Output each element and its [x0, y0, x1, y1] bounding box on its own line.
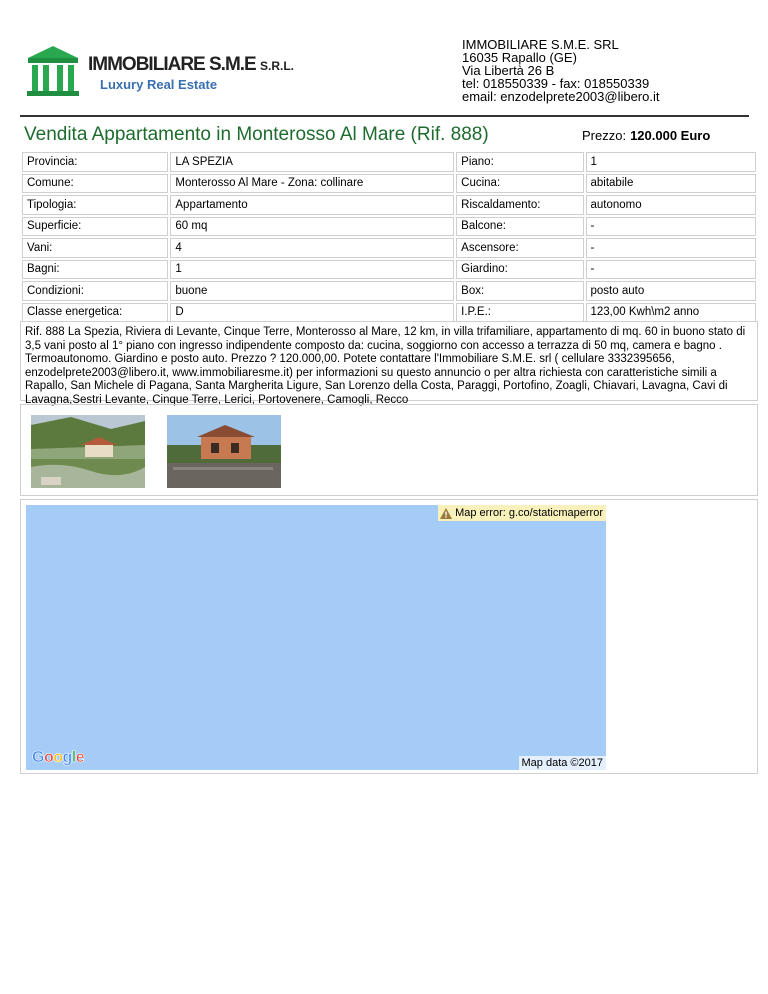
contact-company: IMMOBILIARE S.M.E. SRL [462, 37, 619, 52]
property-photo-1[interactable] [31, 415, 145, 488]
villa-terrace-photo [167, 415, 281, 488]
table-row [22, 174, 756, 194]
spec-value: - [586, 238, 757, 258]
logo-tagline: Luxury Real Estate [100, 77, 218, 92]
logo-name: IMMOBILIARE S.M.E S.R.L. [88, 54, 295, 75]
table-row [22, 260, 756, 280]
spec-label: Classe energetica: [22, 303, 168, 323]
spec-value: posto auto [586, 281, 757, 301]
spec-label: Riscaldamento: [456, 195, 583, 215]
spec-label: Ascensore: [456, 238, 583, 258]
spec-value: D [170, 303, 454, 323]
listing-title: Vendita Appartamento in Monterosso Al Mare (Rif. 888) [24, 124, 489, 145]
spec-label: Giardino: [456, 260, 583, 280]
spec-label: Cucina: [456, 174, 583, 194]
spec-value: LA SPEZIA [170, 152, 454, 172]
price-label: Prezzo: [582, 128, 627, 143]
spec-label: Condizioni: [22, 281, 168, 301]
google-logo: Google [32, 749, 85, 766]
map-attribution: Map data ©2017 [519, 756, 607, 770]
contact-email: email: enzodelprete2003@libero.it [462, 89, 660, 104]
photo-gallery [20, 404, 758, 496]
listing-description: Rif. 888 La Spezia, Riviera di Levante, Cinque Terre, Monterosso al Mare, 12 km, in villa trifamiliare, appartamento di mq. 60 in buono stato di 3,5 vani posto al 1° piano con ingresso indipendente composto da: cucina, soggiorno con accesso a terrazza di 50 mq, camera e bagno . Termoautonomo. Giardino e posto auto. Prezzo ? 120.000,00. Potete contattare l'Immobiliare S.M.E. srl ( cellulare 3332395656, enzodelprete2003@libero.it, www.immobiliaresme.it) per informazioni su questo annuncio o per altra richiesta con caratteristiche simili a Rapallo, San Michele di Pagana, Santa Margherita Ligure, San Lorenzo della Costa, Paraggi, Portofino, Zoagli, Chiavari, Lavagna, Cavi di Lavagna,Sestri Levante, Cinque Terre, Lerici, Portovenere, Camogli, Recco [20, 321, 758, 401]
spec-value: 60 mq [170, 217, 454, 237]
contact-address-street: Via Libertà 26 B [462, 63, 555, 78]
table-row [22, 238, 756, 258]
hillside-house-photo [31, 415, 145, 488]
spec-value: Appartamento [170, 195, 454, 215]
spec-value: - [586, 217, 757, 237]
contact-address-city: 16035 Rapallo (GE) [462, 50, 577, 65]
listing-price [582, 128, 710, 143]
spec-label: I.P.E.: [456, 303, 583, 323]
property-photo-2[interactable] [167, 415, 281, 488]
specs-table [20, 150, 758, 324]
static-map[interactable] [26, 505, 606, 770]
map-error-text: Map error: g.co/staticmaperror [455, 507, 603, 519]
spec-label: Bagni: [22, 260, 168, 280]
spec-value: 4 [170, 238, 454, 258]
spec-value: autonomo [586, 195, 757, 215]
price-value: 120.000 Euro [630, 128, 711, 143]
spec-value: 123,00 Kwh\m2 anno [586, 303, 757, 323]
spec-label: Tipologia: [22, 195, 168, 215]
contact-phone: tel: 018550339 - fax: 018550339 [462, 76, 650, 91]
map-container [20, 499, 758, 774]
spec-label: Comune: [22, 174, 168, 194]
temple-logo-icon [24, 44, 82, 100]
table-row [22, 303, 756, 323]
spec-value: 1 [586, 152, 757, 172]
table-row [22, 195, 756, 215]
spec-value: buone [170, 281, 454, 301]
spec-value: - [586, 260, 757, 280]
table-row [22, 217, 756, 237]
spec-value: Monterosso Al Mare - Zona: collinare [170, 174, 454, 194]
spec-label: Vani: [22, 238, 168, 258]
company-logo [24, 44, 295, 100]
spec-label: Provincia: [22, 152, 168, 172]
spec-value: abitabile [586, 174, 757, 194]
table-row [22, 281, 756, 301]
spec-label: Piano: [456, 152, 583, 172]
spec-value: 1 [170, 260, 454, 280]
warning-icon [440, 508, 452, 519]
table-row [22, 152, 756, 172]
spec-label: Box: [456, 281, 583, 301]
map-error-banner [438, 505, 606, 521]
header-divider [20, 115, 749, 117]
contact-info [462, 38, 659, 103]
spec-label: Superficie: [22, 217, 168, 237]
spec-label: Balcone: [456, 217, 583, 237]
